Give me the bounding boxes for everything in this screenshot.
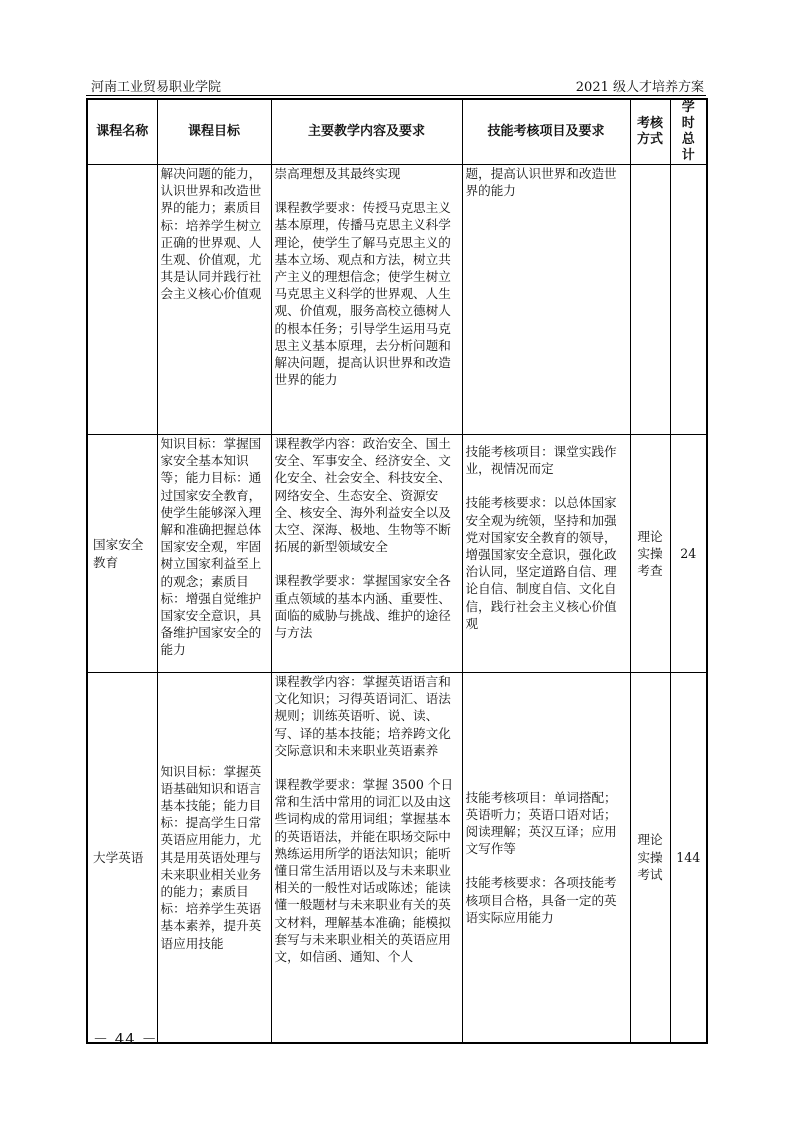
skill-assessment — [462, 673, 630, 1043]
table-row — [87, 673, 707, 1043]
course-name: 国家安全教育 — [87, 435, 157, 673]
teaching-requirement-text: 课程教学要求：传授马克思主义基本原理，传播马克思主义科学理论，使学生了解马克思主义的基本立场、观点和方法，树立共产主义的理想信念；使学生树立马克思主义科学的世界观、人生观、价值观，服务高校立德树人的根本任务；引导学生运用马克思主义基本原理，去分析问题和解决问题，提高认识世界和改造世界的能力 — [274, 200, 451, 388]
teaching-content-text: 崇高理想及其最终实现 — [274, 166, 401, 181]
course-goal — [157, 165, 271, 435]
skill-requirement-text: 技能考核要求：以总体国家安全观为统领，坚持和加强党对国家安全教育的领导，增强国家安全意识，强化政治认同，坚定道路自信、理论自信、制度自信、文化自信，践行社会主义核心价值观 — [465, 495, 617, 631]
skill-assessment — [462, 435, 630, 673]
col-teaching-content: 主要教学内容及要求 — [271, 99, 462, 165]
school-name: 河南工业贸易职业学院 — [91, 80, 222, 95]
teaching-requirement-text: 课程教学要求：掌握 3500 个日常和生活中常用的词汇以及由这些词构成的常用词组；掌握基本的英语语法，并能在职场交际中熟练运用所学的语法知识；能听懂日常生活用语以及与未来职业相关的一般性对话或陈述；能读懂一般题材与未来职业有关的英文材料，理解基本准确；能模拟套写与未来职业相关的英语应用文，如信函、通知、个人 — [274, 777, 454, 965]
teaching-content — [271, 165, 462, 435]
course-name — [87, 165, 157, 435]
col-course-name: 课程名称 — [87, 99, 157, 165]
teaching-content — [271, 673, 462, 1043]
page-number: － 44 － — [93, 1030, 158, 1048]
course-goal-text: 知识目标：掌握英语基础知识和语言基本技能；能力目标：提高学生日常英语应用能力，尤其是用英语处理与未来职业相关业务的能力；素质目标：培养学生英语基本素养，提升英语应用技能 — [160, 763, 262, 951]
table-row — [87, 435, 707, 673]
col-total-hours: 学时总计 — [670, 99, 707, 165]
teaching-requirement-text: 课程教学要求：掌握国家安全各重点领域的基本内涵、重要性、面临的威胁与挑战、维护的途径与方法 — [274, 573, 451, 641]
curriculum-table — [86, 98, 708, 1044]
course-name: 大学英语 — [87, 673, 157, 1043]
teaching-content — [271, 435, 462, 673]
skill-item-text: 技能考核项目：单词搭配；英语听力；英语口语对话；阅读理解；英汉互译；应用文写作等 — [465, 789, 617, 857]
assessment-method — [630, 165, 670, 435]
total-hours: 144 — [670, 673, 707, 1043]
course-goal-text: 解决问题的能力，认识世界和改造世界的能力；素质目标：培养学生树立正确的世界观、人生观、价值观，尤其是认同并践行社会主义核心价值观 — [160, 166, 262, 302]
teaching-content-text: 课程教学内容：政治安全、国土安全、军事安全、经济安全、文化安全、社会安全、科技安全、网络安全、生态安全、资源安全、核安全、海外利益安全以及太空、深海、极地、生物等不断拓展的新型领域安全 — [274, 436, 451, 555]
skill-requirement-text: 技能考核要求：各项技能考核项目合格，具备一定的英语实际应用能力 — [465, 875, 617, 925]
total-hours: 24 — [670, 435, 707, 673]
total-hours — [670, 165, 707, 435]
skill-assessment — [462, 165, 630, 435]
col-course-goal: 课程目标 — [157, 99, 271, 165]
course-goal — [157, 673, 271, 1043]
skill-item-text: 技能考核项目：课堂实践作业，视情况而定 — [465, 444, 617, 477]
assessment-method: 理论 实操 考查 — [630, 435, 670, 673]
course-goal-text: 知识目标：掌握国家安全基本知识等；能力目标：通过国家安全教育，使学生能够深入理解和准确把握总体国家安全观，牢固树立国家利益至上的观念；素质目标：增强自觉维护国家安全意识，具备维护国家安全的能力 — [160, 436, 262, 658]
col-assessment-method: 考核方式 — [630, 99, 670, 165]
skill-item-text: 题，提高认识世界和改造世界的能力 — [465, 166, 617, 199]
table-row — [87, 165, 707, 435]
teaching-content-text: 课程教学内容：掌握英语语言和文化知识；习得英语词汇、语法规则；训练英语听、说、读、写、译的基本技能；培养跨文化交际意识和未来职业英语素养 — [274, 674, 451, 758]
header-rule — [86, 95, 706, 96]
course-goal — [157, 435, 271, 673]
table-header-row — [87, 99, 707, 165]
assessment-method: 理论 实操 考试 — [630, 673, 670, 1043]
col-skill-assessment: 技能考核项目及要求 — [462, 99, 630, 165]
document-title: 2021 级人才培养方案 — [575, 80, 704, 95]
